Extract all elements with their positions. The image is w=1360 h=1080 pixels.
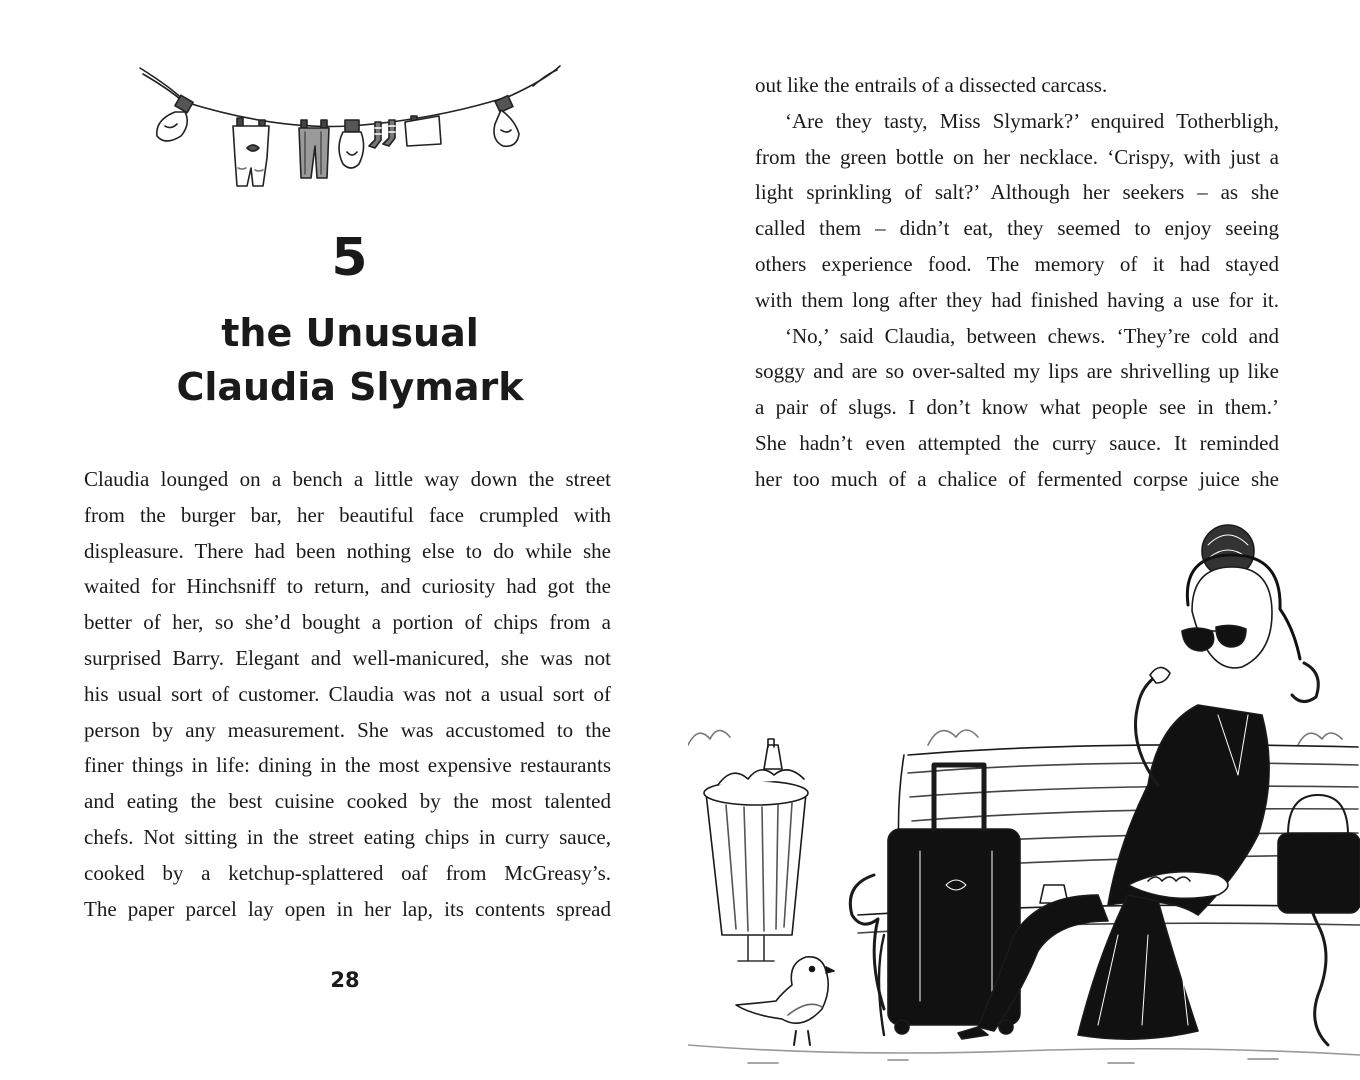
text-line: ‘Are they tasty, Miss Slymark?’ enquired Totherbligh,	[785, 108, 1279, 133]
text-line: cooked by a ketchup-splattered oaf from McGreasy’s.	[84, 860, 611, 885]
text-line: finer things in life: dining in the most expensive restaurants	[84, 753, 611, 778]
chapter-title	[0, 306, 700, 414]
text-line: from the burger bar, her beautiful face crumpled with	[84, 502, 611, 527]
text-line: with them long after they had finished having a use for it.	[755, 287, 1279, 312]
text-line: person by any measurement. She was accustomed to the	[84, 717, 611, 742]
right-body-text	[755, 68, 1279, 498]
text-line: others experience food. The memory of it had stayed	[755, 251, 1279, 276]
text-line: his usual sort of customer. Claudia was not a usual sort of	[84, 681, 611, 706]
text-line: soggy and are so over-salted my lips are shrivelling up like	[755, 359, 1279, 384]
left-body-text	[84, 462, 611, 927]
text-line: better of her, so she’d bought a portion of chips from a	[84, 610, 611, 635]
text-line: She hadn’t even attempted the curry sauce. It reminded	[755, 430, 1279, 455]
text-line: and eating the best cuisine cooked by the most talented	[84, 789, 611, 814]
bunting-illustration	[135, 60, 565, 200]
text-line: from the green bottle on her necklace. ‘Crispy, with just a	[755, 144, 1279, 169]
text-line: her too much of a chalice of fermented corpse juice she	[755, 466, 1279, 491]
chapter-title-line-2: Claudia Slymark	[176, 365, 524, 409]
text-line: surprised Barry. Elegant and well-manicured, she was not	[84, 645, 611, 670]
page-number: 28	[330, 968, 360, 992]
text-line: called them – didn’t eat, they seemed to enjoy seeing	[755, 216, 1279, 241]
text-line: waited for Hinchsniff to return, and curiosity had got the	[84, 574, 611, 599]
chapter-title-line-1: the Unusual	[221, 311, 479, 355]
bench-scene-illustration	[688, 515, 1360, 1075]
text-line: ‘No,’ said Claudia, between chews. ‘They’re cold and	[785, 323, 1279, 348]
text-line: out like the entrails of a dissected carcass.	[755, 73, 1108, 97]
text-line: Claudia lounged on a bench a little way down the street	[84, 467, 611, 491]
text-line: chefs. Not sitting in the street eating chips in curry sauce,	[84, 824, 611, 849]
text-line: The paper parcel lay open in her lap, its contents spread	[84, 896, 611, 921]
chapter-number: 5	[331, 228, 369, 288]
text-line: light sprinkling of salt?’ Although her seekers – as she	[755, 180, 1279, 205]
right-page	[680, 0, 1360, 1080]
text-line: a pair of slugs. I don’t know what people see in them.’	[755, 395, 1279, 420]
text-line: displeasure. There had been nothing else to do while she	[84, 538, 611, 563]
